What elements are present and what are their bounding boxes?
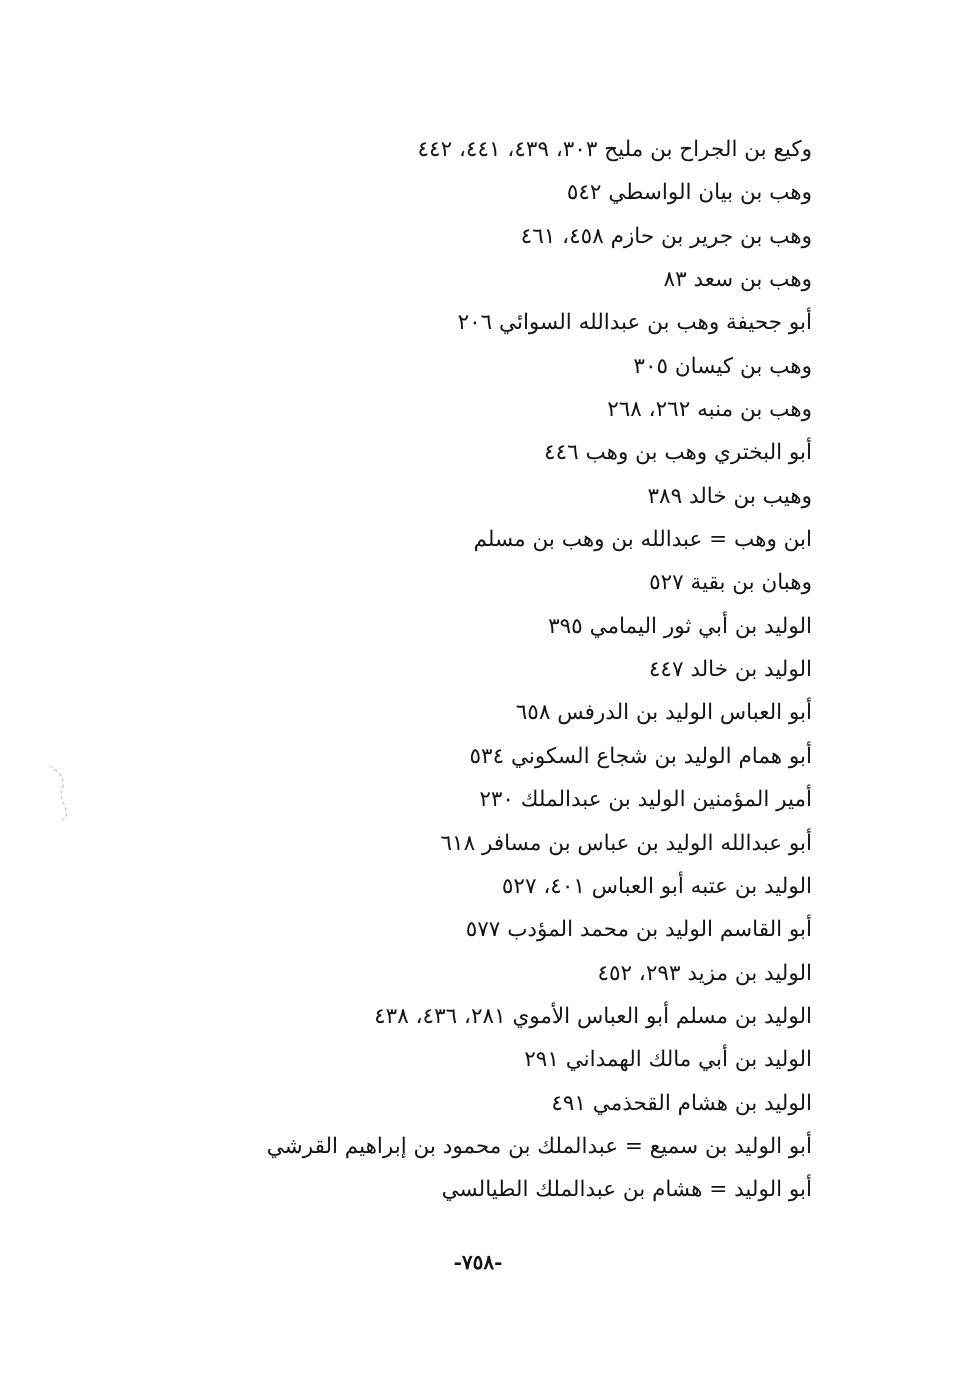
index-entry: أبو العباس الوليد بن الدرفس ٦٥٨	[515, 700, 812, 726]
index-entry: وهيب بن خالد ٣٨٩	[647, 483, 812, 509]
index-entry: أبو همام الوليد بن شجاع السكوني ٥٣٤	[469, 743, 812, 769]
index-entry: الوليد بن هشام القحذمي ٤٩١	[551, 1090, 812, 1116]
index-entry: وكيع بن الجراح بن مليح ٣٠٣، ٤٣٩، ٤٤١، ٤٤٢	[417, 137, 812, 162]
index-entries	[112, 128, 812, 1212]
margin-mark	[44, 762, 74, 822]
index-entry: وهب بن منبه ٢٦٢، ٢٦٨	[607, 397, 812, 423]
index-entry: أبو جحيفة وهب بن عبدالله السوائي ٢٠٦	[457, 310, 812, 336]
index-entry: أمير المؤمنين الوليد بن عبدالملك ٢٣٠	[479, 787, 812, 813]
index-entry: الوليد بن أبي ثور اليمامي ٣٩٥	[548, 613, 812, 639]
index-entry: الوليد بن مسلم أبو العباس الأموي ٢٨١، ٤٣٦، ٤٣٨	[374, 1003, 812, 1029]
index-entry: وهبان بن بقية ٥٢٧	[649, 570, 812, 596]
index-entry: أبو البختري وهب بن وهب ٤٤٦	[544, 440, 812, 466]
index-entry: وهب بن جرير بن حازم ٤٥٨، ٤٦١	[520, 223, 812, 249]
index-entry: الوليد بن عتبه أبو العباس ٤٠١، ٥٢٧	[501, 873, 812, 899]
index-entry: وهب بن بيان الواسطي ٥٤٢	[566, 180, 812, 206]
index-entry: أبو عبدالله الوليد بن عباس بن مسافر ٦١٨	[440, 830, 812, 856]
index-entry: الوليد بن خالد ٤٤٧	[648, 657, 812, 683]
index-entry: الوليد بن أبي مالك الهمداني ٢٩١	[524, 1047, 812, 1073]
index-entry: أبو القاسم الوليد بن محمد المؤدب ٥٧٧	[465, 917, 812, 943]
index-entry: ابن وهب = عبدالله بن وهب بن مسلم	[473, 527, 812, 553]
page-number: -٧٥٨-	[453, 1250, 503, 1274]
index-entry: الوليد بن مزيد ٢٩٣، ٤٥٢	[597, 960, 812, 986]
index-entry: أبو الوليد = هشام بن عبدالملك الطيالسي	[441, 1177, 812, 1203]
index-entry: وهب بن كيسان ٣٠٥	[633, 353, 812, 379]
index-entry: وهب بن سعد ٨٣	[663, 267, 812, 293]
index-entry: أبو الوليد بن سميع = عبدالملك بن محمود بن إبراهيم القرشي	[266, 1133, 812, 1159]
